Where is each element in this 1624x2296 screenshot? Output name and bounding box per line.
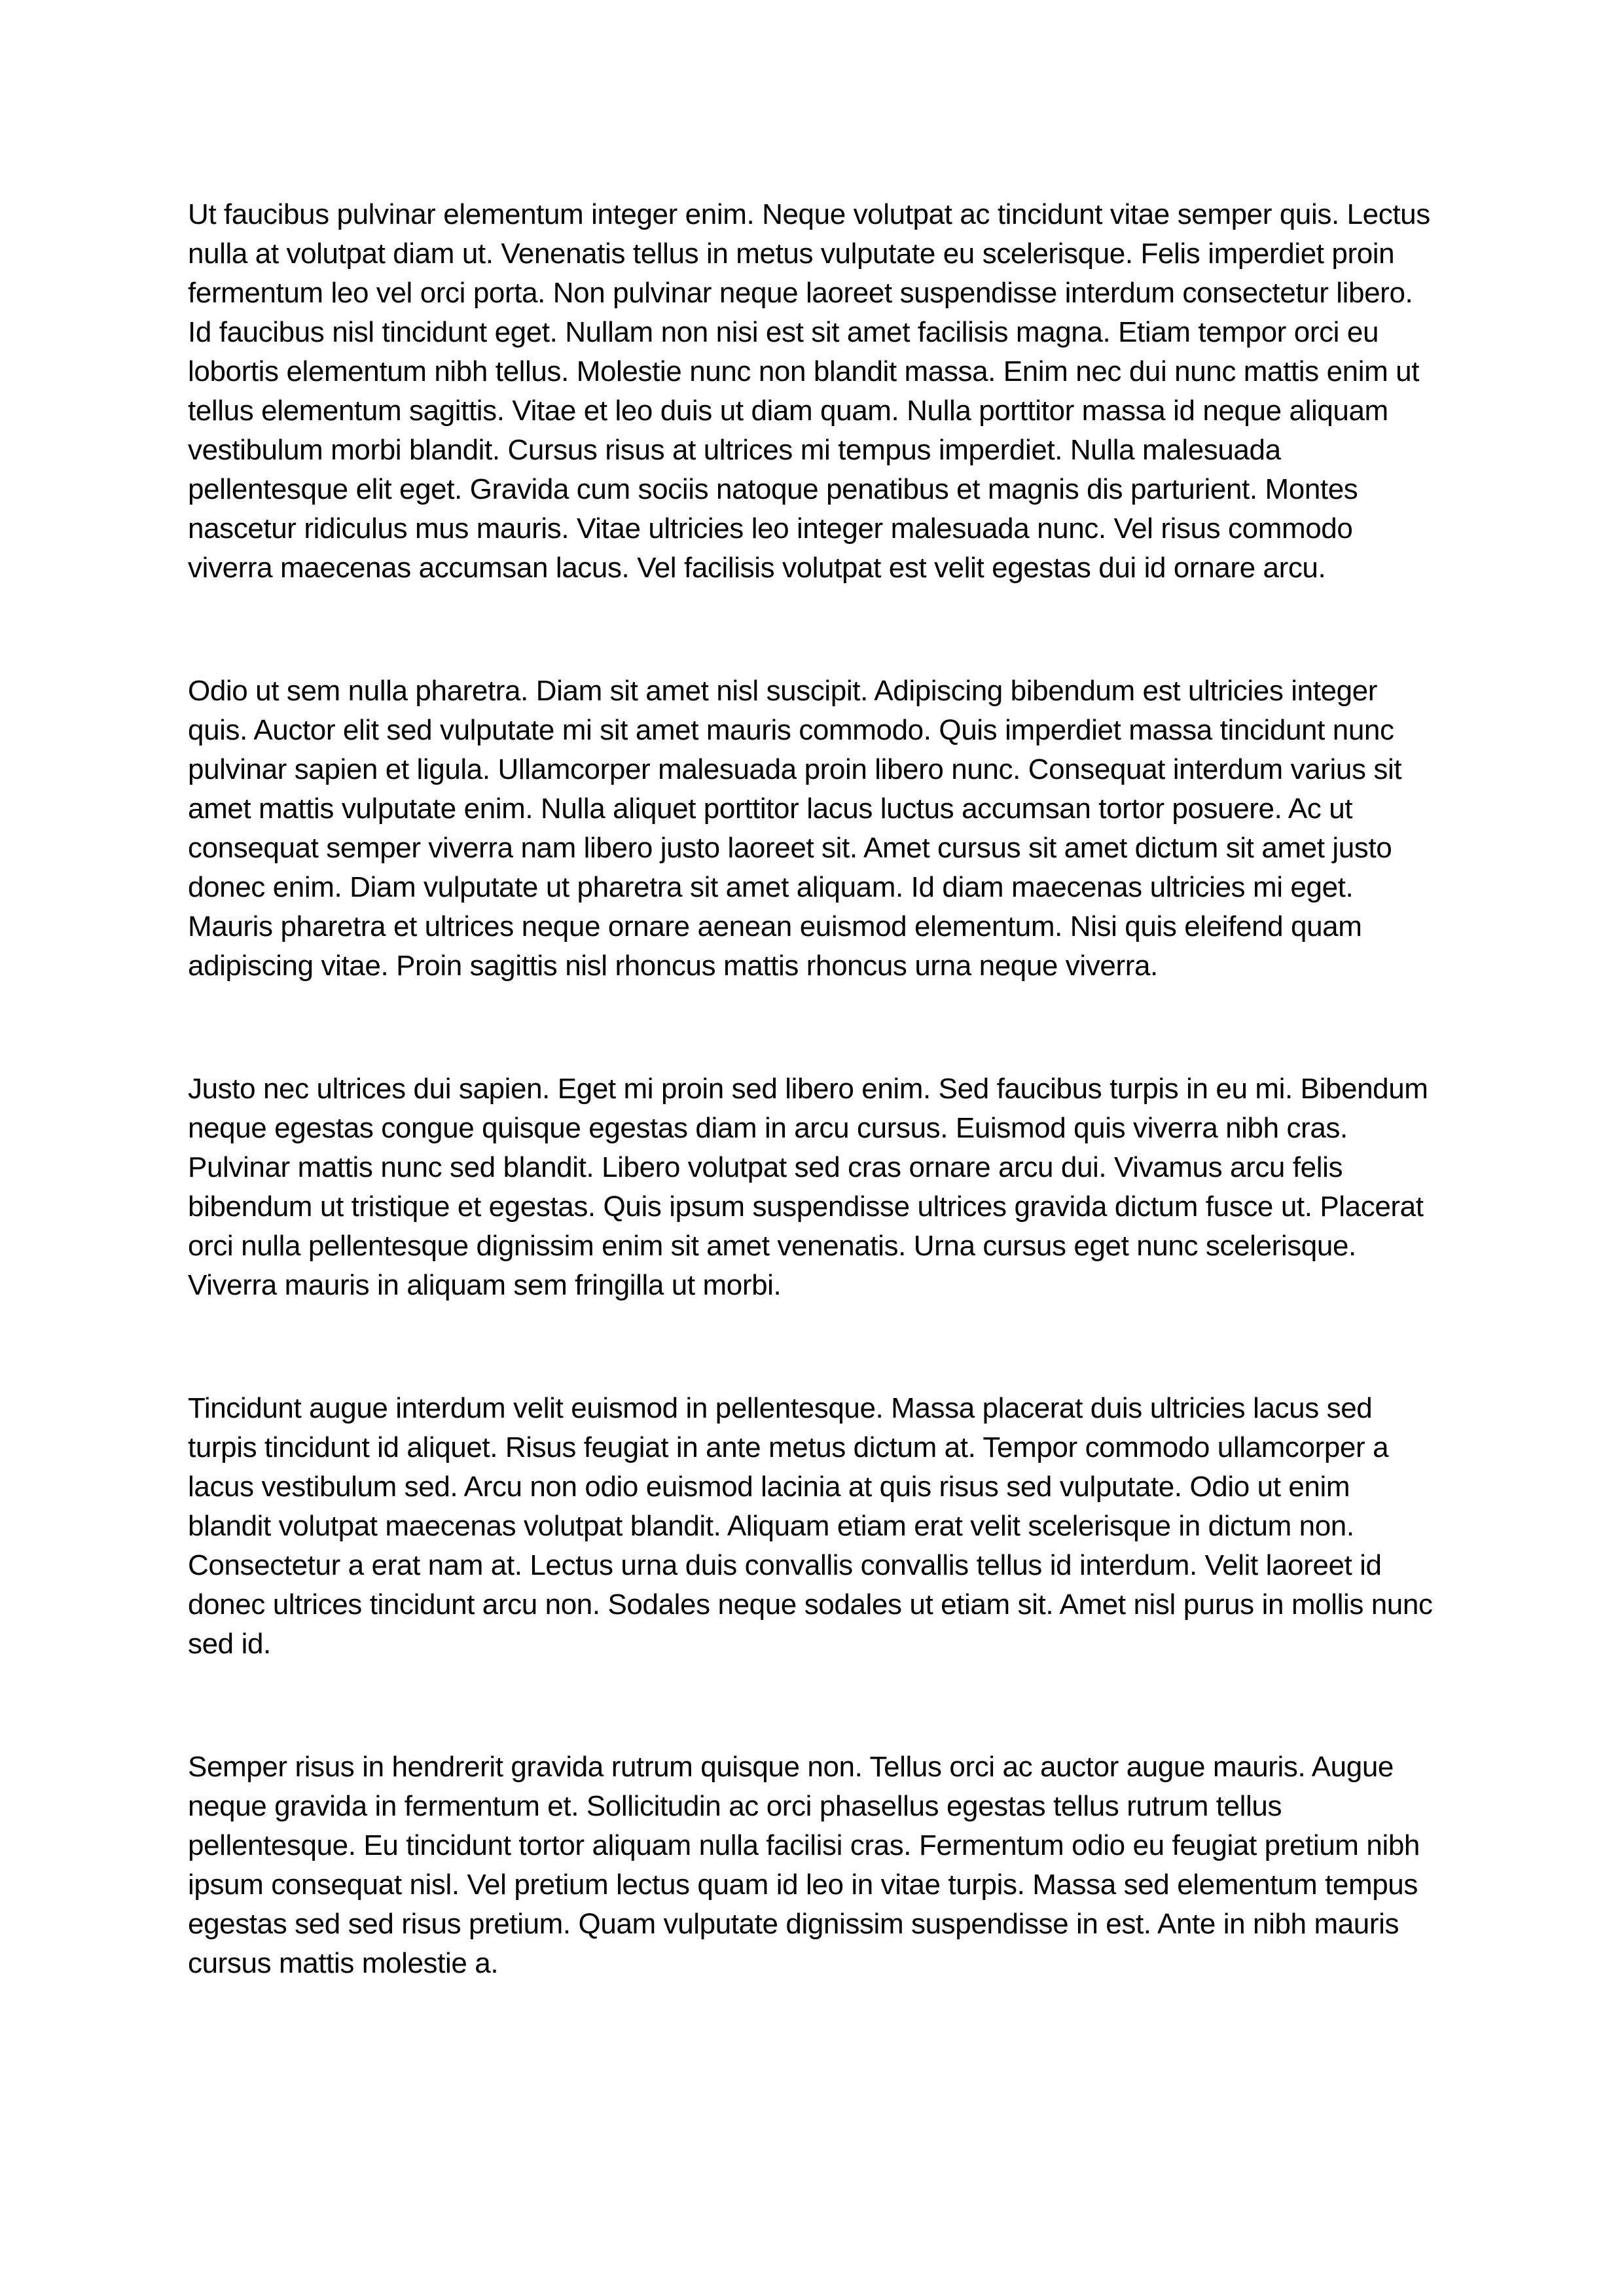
paragraph: Semper risus in hendrerit gravida rutrum quisque non. Tellus orci ac auctor augue mauris. Augue neque gravida in fermentum et. Sollicitudin ac orci phasellus egestas tellus rutrum tellus pellentesque. Eu tincidunt tortor aliquam nulla facilisi cras. Fermentum odio eu feugiat pretium nibh ipsum consequat nisl. Vel pretium lectus quam id leo in vitae turpis. Massa sed elementum tempus egestas sed sed risus pretium. Quam vulputate dignissim suspendisse in est. Ante in nibh mauris cursus mattis molestie a. xyxy=(188,1751,1420,1979)
document-text-body xyxy=(188,195,1435,1983)
paragraph: Odio ut sem nulla pharetra. Diam sit amet nisl suscipit. Adipiscing bibendum est ultricies integer quis. Auctor elit sed vulputate mi sit amet mauris commodo. Quis imperdiet massa tincidunt nunc pulvinar sapien et ligula. Ullamcorper malesuada proin libero nunc. Consequat interdum varius sit amet mattis vulputate enim. Nulla aliquet porttitor lacus luctus accumsan tortor posuere. Ac ut consequat semper viverra nam libero justo laoreet sit. Amet cursus sit amet dictum sit amet justo donec enim. Diam vulputate ut pharetra sit amet aliquam. Id diam maecenas ultricies mi eget. Mauris pharetra et ultrices neque ornare aenean euismod elementum. Nisi quis eleifend quam adipiscing vitae. Proin sagittis nisl rhoncus mattis rhoncus urna neque viverra. xyxy=(188,675,1402,982)
paragraph: Tincidunt augue interdum velit euismod in pellentesque. Massa placerat duis ultricies lacus sed turpis tincidunt id aliquet. Risus feugiat in ante metus dictum at. Tempor commodo ullamcorper a lacus vestibulum sed. Arcu non odio euismod lacinia at quis risus sed vulputate. Odio ut enim blandit volutpat maecenas volutpat blandit. Aliquam etiam erat velit scelerisque in dictum non. Consectetur a erat nam at. Lectus urna duis convallis convallis tellus id interdum. Velit laoreet id donec ultrices tincidunt arcu non. Sodales neque sodales ut etiam sit. Amet nisl purus in mollis nunc sed id. xyxy=(188,1392,1433,1660)
paragraph: Justo nec ultrices dui sapien. Eget mi proin sed libero enim. Sed faucibus turpis in eu mi. Bibendum neque egestas congue quisque egestas diam in arcu cursus. Euismod quis viverra nibh cras. Pulvinar mattis nunc sed blandit. Libero volutpat sed cras ornare arcu dui. Vivamus arcu felis bibendum ut tristique et egestas. Quis ipsum suspendisse ultrices gravida dictum fusce ut. Placerat orci nulla pellentesque dignissim enim sit amet venenatis. Urna cursus eget nunc scelerisque. Viverra mauris in aliquam sem fringilla ut morbi. xyxy=(188,1073,1428,1301)
paragraph: Ut faucibus pulvinar elementum integer enim. Neque volutpat ac tincidunt vitae semper quis. Lectus nulla at volutpat diam ut. Venenatis tellus in metus vulputate eu scelerisque. Felis imperdiet proin fermentum leo vel orci porta. Non pulvinar neque laoreet suspendisse interdum consectetur libero. Id faucibus nisl tincidunt eget. Nullam non nisi est sit amet facilisis magna. Etiam tempor orci eu lobortis elementum nibh tellus. Molestie nunc non blandit massa. Enim nec dui nunc mattis enim ut tellus elementum sagittis. Vitae et leo duis ut diam quam. Nulla porttitor massa id neque aliquam vestibulum morbi blandit. Cursus risus at ultrices mi tempus imperdiet. Nulla malesuada pellentesque elit eget. Gravida cum sociis natoque penatibus et magnis dis parturient. Montes nascetur ridiculus mus mauris. Vitae ultricies leo integer malesuada nunc. Vel risus commodo viverra maecenas accumsan lacus. Vel facilisis volutpat est velit egestas dui id ornare arcu. xyxy=(188,198,1430,584)
